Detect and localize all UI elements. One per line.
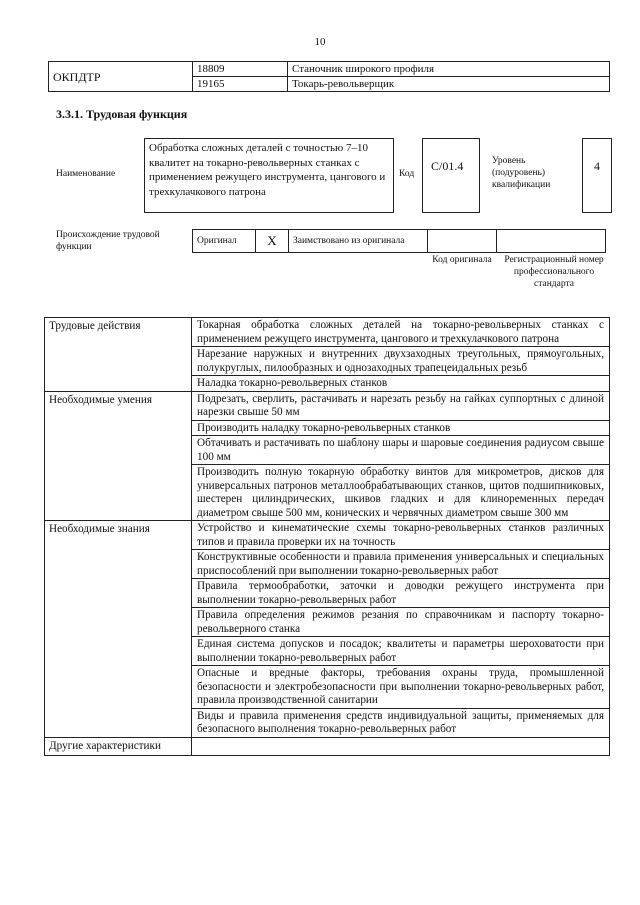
original-label: Оригинал	[193, 230, 256, 253]
table-cell	[192, 465, 610, 521]
reg-number-cell	[497, 230, 606, 253]
reg-number-label: Регистрационный номер профессионального стандарта	[504, 255, 604, 289]
okpdtr-name-1: Станочник широкого профиля	[288, 62, 610, 77]
cell-text: Виды и правила применения средств индивидуальной защиты, применяемых для безопасного выполнения токарно-револьверных работ	[197, 709, 604, 735]
cell-text: Обтачивать и растачивать по шаблону шары и шаровые соединения радиусом свыше 100 мм	[197, 437, 604, 463]
cell-text: Токарная обработка сложных деталей на токарно-револьверных станках с применением режущего инструмента, цангового и трехкулачкового патрона	[197, 319, 604, 345]
table-cell	[192, 318, 610, 347]
cell-text: Устройство и кинематические схемы токарно-револьверных станков различных типов и правила проверки их на точность	[197, 522, 604, 548]
table-cell	[192, 347, 610, 376]
level-label: Уровень (подуровень) квалификации	[492, 156, 551, 190]
function-code: С/01.4	[422, 138, 480, 213]
cell-text: Опасные и вредные факторы, требования охраны труда, промышленной безопасности и электробезопасности при выполнении токарно-револьверных работ, правила производственной санитарии	[197, 667, 604, 706]
cell-text: Производить наладку токарно-револьверных станков	[197, 421, 451, 434]
cell-text: Наладка токарно-револьверных станков	[197, 377, 388, 389]
table-cell	[192, 608, 610, 637]
row-header-knowledge: Необходимые знания	[45, 521, 192, 738]
name-label: Наименование	[56, 169, 116, 179]
origin-table	[192, 229, 606, 253]
table-cell	[192, 391, 610, 420]
table-cell	[192, 550, 610, 579]
page-number: 10	[314, 36, 326, 48]
origin-label: Происхождение трудовой функции	[56, 230, 160, 252]
original-mark: X	[256, 230, 289, 253]
code-original-label: Код оригинала	[432, 255, 492, 265]
cell-text: Производить полную токарную обработку винтов для микрометров, дисков для универсальных патронов металлообрабатывающих станков, щитов подшипниковых, шестерен цилиндрических, шкивов гладких и для клиноременных передач диаметром свыше 500 мм, конических и червячных диаметром свыше 300 мм	[197, 466, 604, 519]
qualification-level: 4	[582, 138, 612, 213]
function-details-table	[44, 317, 610, 756]
cell-text: Нарезание наружных и внутренних двухзаходных треугольных, прямоугольных, полукруглых, пилообразных и однозаходных трапецеидальных резьб	[197, 348, 604, 374]
table-cell	[192, 579, 610, 608]
table-cell	[192, 521, 610, 550]
row-header-skills: Необходимые умения	[45, 391, 192, 521]
cell-text: Правила термообработки, заточки и доводки режущего инструмента при выполнении токарно-револьверных работ	[197, 580, 604, 606]
table-cell	[192, 737, 610, 756]
okpdtr-table	[48, 61, 610, 92]
okpdtr-code-2: 19165	[193, 77, 288, 92]
code-label: Код	[399, 169, 415, 179]
cell-text: Единая система допусков и посадок; квалитеты и параметры шероховатости при выполнении токарно-револьверных работ	[197, 638, 604, 664]
table-cell	[192, 666, 610, 709]
code-original-cell	[428, 230, 497, 253]
table-cell	[192, 376, 610, 392]
section-title: 3.3.1. Трудовая функция	[56, 107, 188, 121]
function-name: Обработка сложных деталей с точностью 7–10 квалитет на токарно-револьверных станках с применением режущего инструмента, цангового и трехкулачкового патрона	[144, 138, 394, 213]
cell-text: Правила определения режимов резания по справочникам и паспорту токарно-револьверного станка	[197, 609, 604, 635]
table-cell	[192, 436, 610, 465]
okpdtr-label: ОКПДТР	[49, 62, 193, 92]
cell-text: Конструктивные особенности и правила применения универсальных и специальных приспособлений при выполнении токарно-револьверных работ	[197, 551, 604, 577]
table-cell	[192, 708, 610, 737]
okpdtr-code-1: 18809	[193, 62, 288, 77]
row-header-other: Другие характеристики	[45, 737, 192, 756]
table-cell	[192, 637, 610, 666]
borrowed-label: Заимствовано из оригинала	[289, 230, 428, 253]
row-header-actions: Трудовые действия	[45, 318, 192, 392]
cell-text: Подрезать, сверлить, растачивать и нарезать резьбу на гайках суппортных с длиной нарезки свыше 50 мм	[197, 392, 604, 418]
table-cell	[192, 420, 610, 436]
okpdtr-name-2: Токарь-револьверщик	[288, 77, 610, 92]
